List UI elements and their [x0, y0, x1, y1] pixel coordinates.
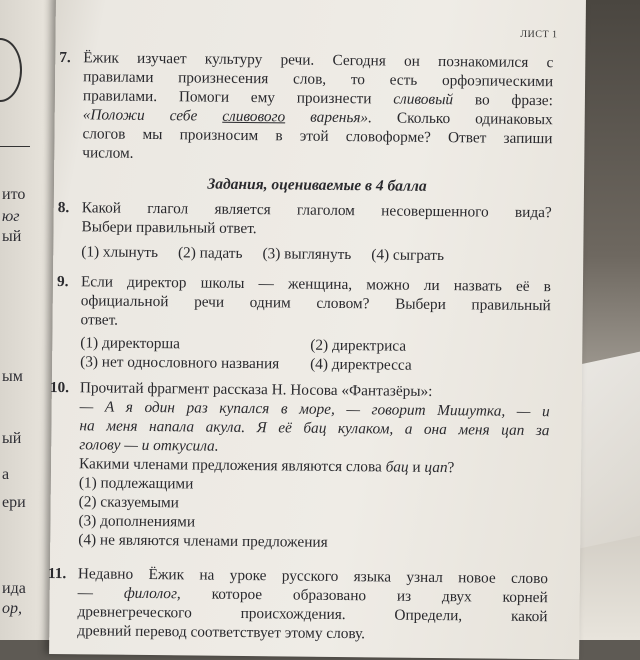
- answer-options: [81, 242, 551, 266]
- task-number: 7.: [59, 49, 71, 67]
- task-line: числом.: [82, 144, 134, 162]
- task-number: 9.: [56, 273, 69, 291]
- sheet-label: ЛИСТ 1: [520, 28, 558, 41]
- quote-line: на меня напала акула. Я её бац кулаком, а она меня цап за: [79, 417, 550, 440]
- text-segment: и: [412, 458, 421, 476]
- answer-option: (1) директорша: [80, 334, 181, 353]
- task-line: Если директор школы — женщина, можно ли назвать её в: [80, 273, 552, 296]
- answer-option: (4) не являются членами предложения: [78, 531, 328, 551]
- task-line: Ёжик изучает культуру речи. Сегодня он познакомился с: [83, 49, 554, 72]
- italic-phrase: «Положи себе: [82, 106, 198, 125]
- left-fragment: ый: [2, 430, 22, 447]
- task-number: 8.: [57, 199, 70, 217]
- italic-word: филолог: [123, 584, 178, 603]
- task-line: Выбери правильный ответ.: [81, 218, 257, 238]
- task-line: правилами произнесения слов, то есть орфоэпическими: [83, 68, 554, 91]
- task-10: [49, 378, 550, 554]
- left-rule: [0, 146, 30, 147]
- text-segment: правилами. Помоги ему произнести: [82, 87, 372, 108]
- answer-option: (3) нет однословного названия: [80, 353, 280, 373]
- task-line: Недавно Ёжик на уроке русского языка узнал новое слово: [77, 565, 548, 588]
- answer-option: (2) сказуемыми: [78, 493, 180, 512]
- left-fragment: ор,: [2, 600, 22, 617]
- left-fragment: ым: [2, 368, 23, 385]
- task-number: 10.: [49, 378, 70, 397]
- task-11: [47, 564, 548, 645]
- task-7: [59, 48, 554, 167]
- text-segment: ?: [447, 459, 455, 477]
- task-line: Какой глагол является глаголом несовершенного вида?: [81, 199, 552, 222]
- text-segment: Сколько одинаковых: [396, 109, 553, 129]
- italic-word: сливовый: [393, 90, 454, 109]
- text-segment: во фразе:: [474, 91, 553, 110]
- left-fragment: ери: [2, 494, 26, 511]
- task-line: официальной речи одним словом? Выбери правильный: [80, 292, 551, 315]
- left-fragment: а: [2, 466, 10, 483]
- answer-option: (1) хлынуть: [81, 243, 159, 262]
- worksheet: [49, 0, 586, 660]
- italic-phrase: варенья».: [310, 108, 373, 127]
- task-8: [57, 198, 552, 266]
- task-line: древний перевод соответствует этому слову.: [77, 622, 366, 643]
- quote-line: — А я один раз купался в море, — говорит Мишутка, — и: [79, 398, 550, 421]
- task-line: ответ.: [80, 311, 119, 329]
- answer-option: (3) выглянуть: [262, 245, 352, 264]
- task-line: Прочитай фрагмент рассказа Н. Носова «Фантазёры»:: [79, 379, 433, 400]
- section-title: Задания, оцениваемые в 4 балла: [207, 175, 427, 195]
- answer-option: (4) директресса: [310, 355, 412, 374]
- answer-options: [80, 333, 550, 376]
- answer-option: (3) дополнениями: [78, 512, 196, 531]
- answer-option: (2) директриса: [310, 336, 407, 355]
- task-9: [56, 272, 552, 376]
- answer-option: (1) подлежащими: [78, 474, 194, 493]
- quote-line: голову — и откусила.: [79, 436, 219, 455]
- left-fragment: ый: [2, 228, 22, 245]
- left-fragment: ито: [2, 186, 26, 203]
- task-line: — филолог, которое образовано из двух корней: [77, 584, 548, 607]
- task-line: древнегреческого происхождения. Определи, какой: [77, 603, 548, 626]
- circle-mark: [0, 38, 22, 102]
- left-fragment: юг: [2, 208, 20, 225]
- answer-option: (4) сыграть: [371, 246, 445, 265]
- italic-word: цап: [424, 458, 448, 477]
- text-segment: Какими членами предложения являются слова: [78, 455, 382, 476]
- underlined-word: сливового: [222, 107, 286, 126]
- task-number: 11.: [47, 564, 67, 583]
- answer-option: (2) падать: [177, 244, 243, 262]
- italic-word: бац: [385, 458, 409, 476]
- task-line: слогов мы произносим в этой словоформе? Ответ запиши: [82, 125, 553, 148]
- left-fragment: ида: [2, 580, 26, 597]
